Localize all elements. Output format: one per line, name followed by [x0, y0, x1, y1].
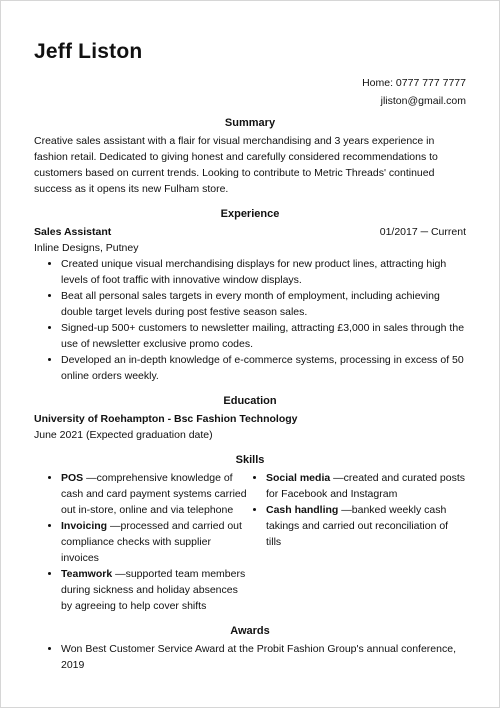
experience-section	[34, 207, 466, 384]
list-item: • Signed-up 500+ customers to newsletter mailing, attracting £3,000 in sales through the use of newsletter exclusive promo codes.	[61, 320, 466, 352]
summary-text: Creative sales assistant with a flair for visual merchandising and 3 years experience in fashion retail. Dedicated to giving honest and carefully considered recommendations to customers based on current trends. Looking to contribute to Metric Threads' continued success as it opens its new Fulham store.	[34, 135, 438, 195]
list-item: • Created unique visual merchandising displays for new product lines, attracting high levels of foot traffic with innovative window displays.	[61, 256, 466, 288]
job-role: Sales Assistant	[34, 226, 112, 238]
awards-list	[34, 641, 466, 673]
skills-left-list	[34, 470, 250, 614]
list-item: • Beat all personal sales targets in every month of employment, including achieving double target levels during post festive season sales.	[61, 288, 466, 320]
skills-section	[34, 453, 466, 614]
summary-title: Summary	[224, 117, 276, 129]
email-address: jliston@gmail.com	[380, 95, 466, 107]
skills-columns	[34, 470, 466, 614]
job-header	[34, 224, 466, 240]
candidate-name: Jeff Liston	[34, 40, 143, 63]
list-item	[61, 518, 250, 566]
summary-section	[34, 116, 466, 197]
education-section	[34, 394, 466, 443]
skill-name: POS	[61, 472, 84, 484]
list-item	[266, 470, 466, 502]
awards-section	[34, 624, 466, 673]
education-title: Education	[223, 395, 277, 407]
list-item: • Won Best Customer Service Award at the Probit Fashion Group's annual conference, 2019	[61, 641, 466, 673]
skill-desc: —created and curated posts for Facebook and Instagram	[266, 472, 466, 500]
experience-title: Experience	[220, 208, 280, 220]
skill-desc: —supported team members during sickness and holiday absences by agreeing to help cover shifts	[61, 568, 246, 612]
skill-name: Social media	[266, 472, 331, 484]
education-date: June 2021 (Expected graduation date)	[34, 429, 213, 441]
awards-title: Awards	[230, 625, 270, 637]
job-bullets	[34, 256, 466, 384]
job-company: Inline Designs, Putney	[34, 242, 139, 254]
skill-name: Teamwork	[61, 568, 113, 580]
list-item	[61, 566, 250, 614]
job-dates: 01/2017 ─ Current	[379, 226, 466, 238]
phone-number: Home: 0777 777 7777	[362, 77, 466, 89]
list-item	[61, 470, 250, 518]
list-item: • Developed an in-depth knowledge of e-commerce systems, processing in excess of 50 online orders weekly.	[61, 352, 466, 384]
education-school: University of Roehampton - Bsc Fashion Technology	[34, 413, 298, 425]
skill-name: Invoicing	[61, 520, 108, 532]
skill-desc: —processed and carried out compliance checks with supplier invoices	[61, 520, 242, 564]
skills-right-list	[250, 470, 466, 614]
contact-block	[34, 74, 466, 110]
skill-name: Cash handling	[266, 504, 339, 516]
list-item	[266, 502, 466, 550]
skills-title: Skills	[235, 454, 265, 466]
skill-desc: —comprehensive knowledge of cash and card payment systems carried out in-store, online and via telephone	[61, 472, 247, 516]
skill-desc: —banked weekly cash takings and carried out reconciliation of tills	[266, 504, 449, 548]
